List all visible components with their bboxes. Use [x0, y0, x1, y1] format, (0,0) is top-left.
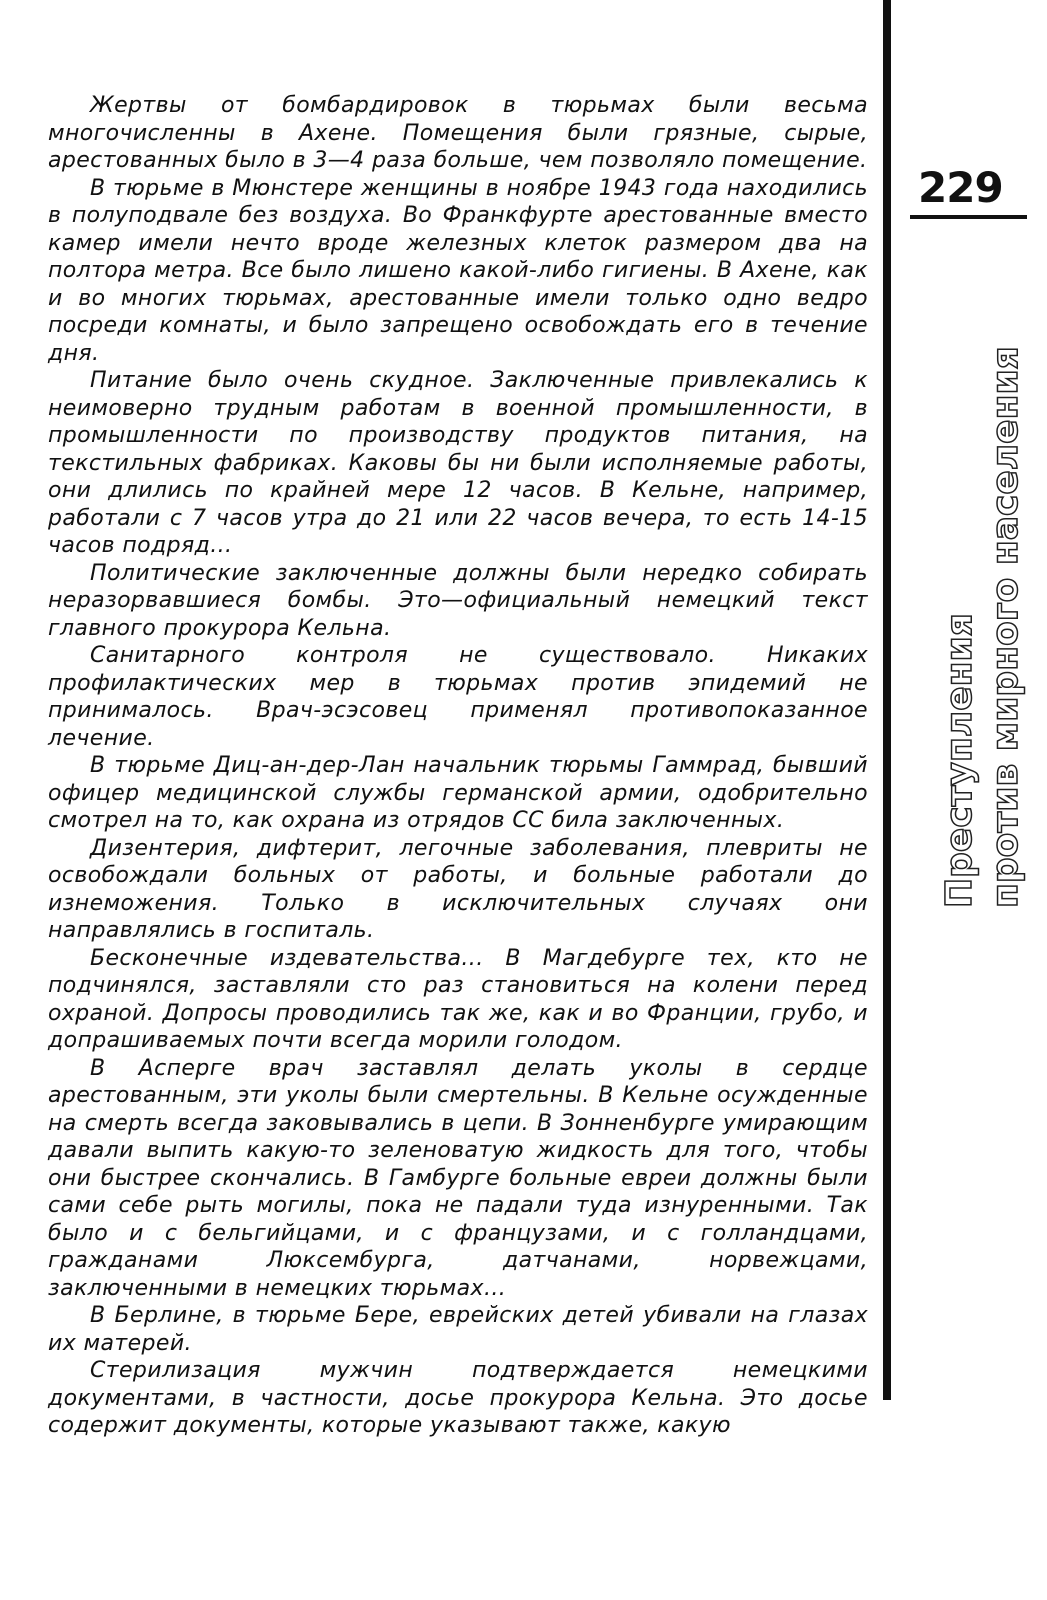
- running-title-line-2: против мирного населения: [985, 346, 1026, 908]
- running-title: [938, 228, 1028, 908]
- margin-vertical-rule: [883, 0, 891, 1400]
- paragraph: Бесконечные издевательства... В Магдебурге тех, кто не подчинялся, заставляли сто раз становиться на колени перед охраной. Допросы проводились так же, как и во Франции, грубо, и допрашиваемых почти всегда морили голодом.: [48, 945, 868, 1053]
- paragraph: Дизентерия, дифтерит, легочные заболевания, плевриты не освобождали больных от работы, и больные работали до изнеможения. Только в исключительных случаях они направлялись в госпиталь.: [48, 835, 868, 943]
- page-number: 229: [918, 163, 1003, 212]
- paragraph: Политические заключенные должны были нередко собирать неразорвавшиеся бомбы. Это—официальный немецкий текст главного прокурора Кельна.: [48, 560, 868, 641]
- paragraph: Питание было очень скудное. Заключенные привлекались к неимоверно трудным работам в военной промышленности, в промышленности по производству продуктов питания, на текстильных фабриках. Каковы бы ни были исполняемые работы, они длились по крайней мере 12 часов. В Кельне, например, работали с 7 часов утра до 21 или 22 часов вечера, то есть 14-15 часов подряд...: [48, 368, 868, 558]
- paragraph: В Асперге врач заставлял делать уколы в сердце арестованным, эти уколы были смертельны. В Кельне осужденные на смерть всегда заковывались в цепи. В Зонненбурге умирающим давали выпить какую-то зеленоватую жидкость для того, чтобы они быстрее скончались. В Гамбурге больные евреи должны были сами себе рыть могилы, пока не падали туда изнуренными. Так было и с бельгийцами, и с французами, и с голландцами, гражданами Люксембурга, датчанами, норвежцами, заключенными в немецких тюрьмах...: [48, 1055, 868, 1301]
- paragraph: В тюрьме Диц-ан-дер-Лан начальник тюрьмы Гаммрад, бывший офицер медицинской службы германской армии, одобрительно смотрел на то, как охрана из отрядов СС била заключенных.: [48, 753, 868, 833]
- paragraph: Санитарного контроля не существовало. Никаких профилактических мер в тюрьмах против эпидемий не принималось. Врач-эсэсовец применял противопоказанное лечение.: [48, 643, 868, 751]
- paragraph: В Берлине, в тюрьме Бере, еврейских детей убивали на глазах их матерей.: [48, 1303, 868, 1356]
- paragraph: В тюрьме в Мюнстере женщины в ноябре 1943 года находились в полуподвале без воздуха. Во Франкфурте арестованные вместо камер имели нечто вроде железных клеток размером два на полтора метра. Все было лишено какой-либо гигиены. В Ахене, как и во многих тюрьмах, арестованные имели только одно ведро посреди комнаты, и было запрещено освобождать его в течение дня.: [48, 175, 868, 366]
- body-text: [48, 92, 868, 1440]
- page-number-underline: [910, 215, 1027, 219]
- paragraph: Стерилизация мужчин подтверждается немецкими документами, в частности, досье прокурора Кельна. Это досье содержит документы, которые указывают также, какую: [48, 1358, 868, 1438]
- running-title-line-1: Преступления: [939, 613, 980, 908]
- paragraph: Жертвы от бомбардировок в тюрьмах были весьма многочисленны в Ахене. Помещения были грязные, сырые, арестованных было в 3—4 раза больше, чем позволяло помещение.: [48, 93, 868, 173]
